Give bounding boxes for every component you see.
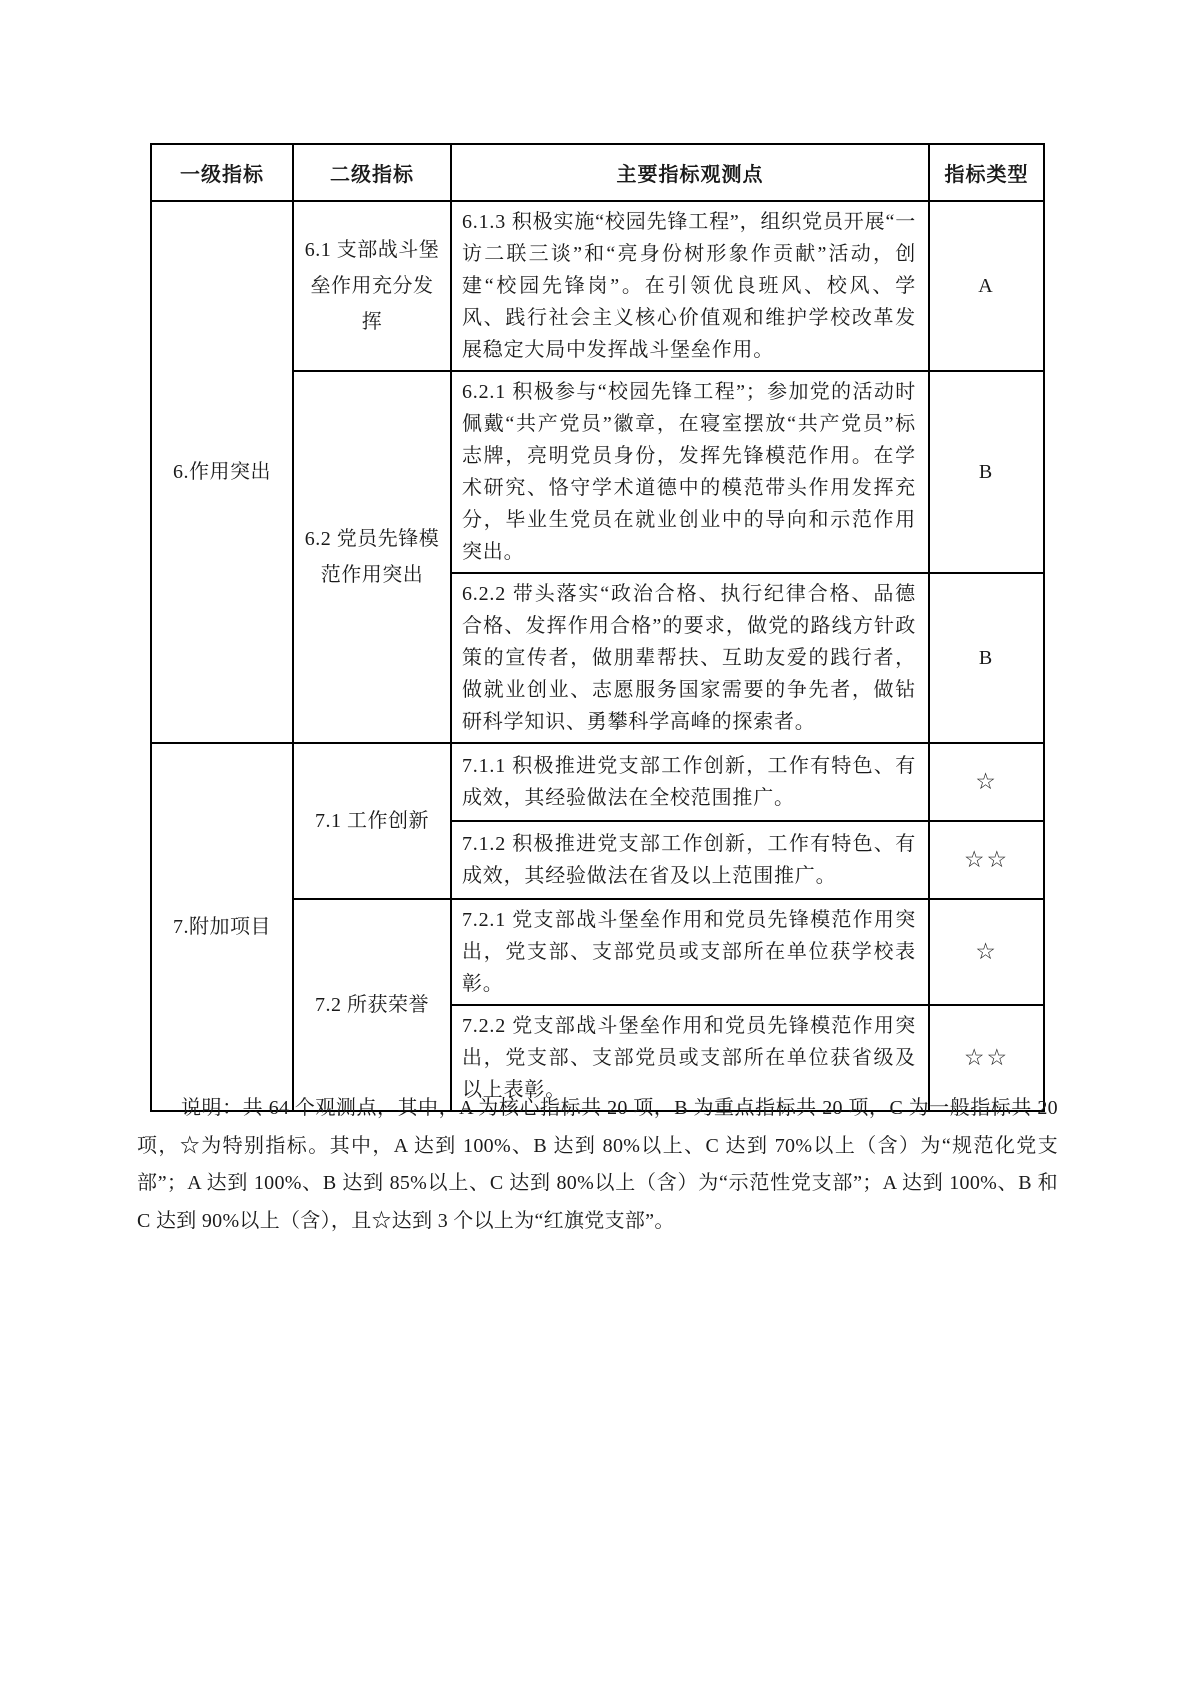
table-row bbox=[151, 743, 1044, 821]
cell-observation-6-1-3: 6.1.3 积极实施“校园先锋工程”，组织党员开展“一访二联三谈”和“亮身份树形象作贡献”活动，创建“校园先锋岗”。在引领优良班风、校风、学风、践行社会主义核心价值观和维护学校改革发展稳定大局中发挥战斗堡垒作用。 bbox=[451, 201, 929, 371]
cell-level2-7-1: 7.1 工作创新 bbox=[293, 743, 451, 899]
indicator-table bbox=[150, 143, 1045, 1112]
cell-level2-6-1: 6.1 支部战斗堡垒作用充分发挥 bbox=[293, 201, 451, 371]
cell-level2-6-2: 6.2 党员先锋模范作用突出 bbox=[293, 371, 451, 743]
cell-observation-7-1-2: 7.1.2 积极推进党支部工作创新，工作有特色、有成效，其经验做法在省及以上范围推广。 bbox=[451, 821, 929, 899]
cell-observation-6-2-1: 6.2.1 积极参与“校园先锋工程”；参加党的活动时佩戴“共产党员”徽章，在寝室摆放“共产党员”标志牌，亮明党员身份，发挥先锋模范作用。在学术研究、恪守学术道德中的模范带头作用发挥充分，毕业生党员在就业创业中的导向和示范作用突出。 bbox=[451, 371, 929, 573]
cell-type-6-2-2: B bbox=[929, 573, 1044, 743]
cell-type-6-1-3: A bbox=[929, 201, 1044, 371]
cell-type-6-2-1: B bbox=[929, 371, 1044, 573]
cell-observation-7-2-1: 7.2.1 党支部战斗堡垒作用和党员先锋模范作用突出，党支部、支部党员或支部所在单位获学校表彰。 bbox=[451, 899, 929, 1005]
header-indicator-type: 指标类型 bbox=[929, 144, 1044, 201]
cell-level2-7-2: 7.2 所获荣誉 bbox=[293, 899, 451, 1111]
note-paragraph: 说明：共 64 个观测点，其中，A 为核心指标共 20 项，B 为重点指标共 20 项，C 为一般指标共 20 项，☆为特别指标。其中，A 达到 100%、B 达到 80%以上、C 达到 70%以上（含）为“规范化党支部”；A 达到 100%、B 达到 85%以上、C 达到 80%以上（含）为“示范性党支部”；A 达到 100%、B 和 C 达到 90%以上（含），且☆达到 3 个以上为“红旗党支部”。 bbox=[137, 1097, 1058, 1232]
header-level1-indicator: 一级指标 bbox=[151, 144, 293, 201]
cell-type-7-1-1: ☆ bbox=[929, 743, 1044, 821]
cell-observation-7-1-1: 7.1.1 积极推进党支部工作创新，工作有特色、有成效，其经验做法在全校范围推广。 bbox=[451, 743, 929, 821]
cell-type-7-1-2: ☆☆ bbox=[929, 821, 1044, 899]
cell-type-7-2-1: ☆ bbox=[929, 899, 1044, 1005]
cell-level1-6: 6.作用突出 bbox=[151, 201, 293, 743]
cell-type-7-2-2: ☆☆ bbox=[929, 1005, 1044, 1111]
cell-observation-6-2-2: 6.2.2 带头落实“政治合格、执行纪律合格、品德合格、发挥作用合格”的要求，做党的路线方针政策的宣传者，做朋辈帮扶、互助友爱的践行者，做就业创业、志愿服务国家需要的争先者，做钻研科学知识、勇攀科学高峰的探索者。 bbox=[451, 573, 929, 743]
cell-observation-7-2-2: 7.2.2 党支部战斗堡垒作用和党员先锋模范作用突出，党支部、支部党员或支部所在单位获省级及以上表彰。 bbox=[451, 1005, 929, 1111]
header-level2-indicator: 二级指标 bbox=[293, 144, 451, 201]
cell-level1-7: 7.附加项目 bbox=[151, 743, 293, 1111]
table-row bbox=[151, 201, 1044, 371]
table-header-row bbox=[151, 144, 1044, 201]
header-observation-points: 主要指标观测点 bbox=[451, 144, 929, 201]
